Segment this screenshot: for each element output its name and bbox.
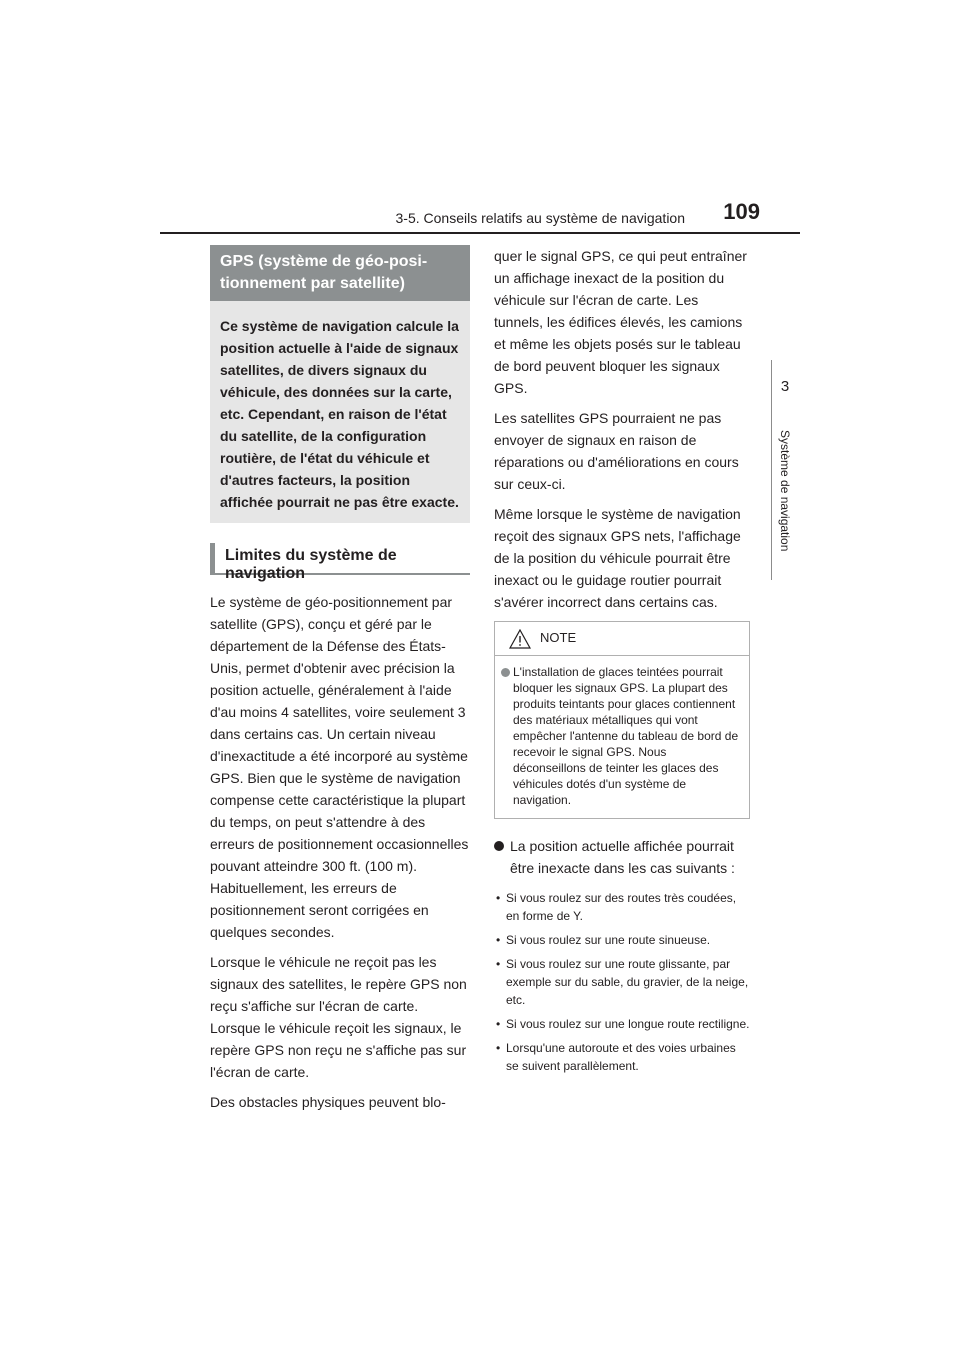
limits-paragraph-4: Les satellites GPS pourraient ne pas envoyer de signaux en raison de réparations ou d'améliorations en cours sur ceux-ci. bbox=[494, 410, 739, 492]
page-number: 109 bbox=[723, 199, 760, 224]
left-column bbox=[210, 245, 470, 1121]
warning-triangle-icon bbox=[509, 629, 531, 654]
side-tab-rule-top bbox=[771, 360, 772, 420]
limits-paragraph-5: Même lorsque le système de navigation reçoit des signaux GPS nets, l'affichage de la position du véhicule pourrait être inexact ou le guidage routier pourrait s'avérer incorrect dans certains cas. bbox=[494, 506, 741, 610]
header-rule bbox=[160, 232, 800, 234]
list-item: • Si vous roulez sur une route glissante, par exemple sur du sable, du gravier, de la neige, etc. bbox=[494, 955, 750, 1009]
chapter-label bbox=[770, 430, 800, 580]
note-box bbox=[494, 621, 750, 819]
limits-paragraph-3a: Des obstacles physiques peuvent blo- bbox=[210, 1094, 446, 1110]
note-header bbox=[495, 622, 749, 656]
gps-summary-box bbox=[210, 301, 470, 523]
gps-summary-text: Ce système de navigation calcule la position actuelle à l'aide de signaux satellites, de divers signaux du véhicule, des données sur la carte, etc. Cependant, en raison de l'état du satellite, de la configuration routière, de l'état du véhicule et d'autres facteurs, la position affichée pourrait ne pas être exacte. bbox=[220, 318, 459, 510]
gps-title-line1: GPS (système de géo-posi- bbox=[220, 253, 428, 270]
right-column bbox=[494, 245, 750, 1081]
limits-heading: Limites du système de navigation bbox=[210, 543, 470, 575]
list-item: • Si vous roulez sur une longue route rectiligne. bbox=[494, 1015, 750, 1033]
chapter-label-text: Système de navigation bbox=[778, 430, 792, 552]
limits-paragraph-1: Le système de géo-positionnement par satellite (GPS), conçu et géré par le département de la Défense des États-Unis, permet d'obtenir avec précision la position actuelle, généralement à l'aide d'au moins 4 satellites, voire seulement 3 dans certains cas. Un certain niveau d'inexactitude a été incorporé au système GPS. Bien que le système de navigation compense cette caractéristique la plupart du temps, on peut s'attendre à des erreurs de positionnement occasionnelles pouvant atteindre 300 ft. (100 m). Habituellement, les erreurs de positionnement seront corrigées en quelques secondes. bbox=[210, 594, 469, 940]
bullet-dot-icon bbox=[494, 841, 504, 851]
inaccurate-cases-list bbox=[494, 889, 750, 1075]
section-title: 3-5. Conseils relatifs au système de navigation bbox=[395, 210, 685, 226]
gps-banner bbox=[210, 245, 470, 301]
gps-title-line2: tionnement par satellite) bbox=[220, 275, 405, 292]
limits-body bbox=[210, 591, 470, 1113]
limits-paragraph-2: Lorsque le véhicule ne reçoit pas les signaux des satellites, le repère GPS non reçu s'affiche sur l'écran de carte. Lorsque le véhicule reçoit les signaux, le repère GPS non reçu ne s'affiche pas sur l'écran de carte. bbox=[210, 954, 467, 1080]
list-item: • Lorsqu'une autoroute et des voies urbaines se suivent parallèlement. bbox=[494, 1039, 750, 1075]
note-bullet-icon bbox=[501, 668, 510, 677]
inaccurate-intro bbox=[494, 835, 750, 879]
list-item: • Si vous roulez sur une route sinueuse. bbox=[494, 931, 750, 949]
limits-body-continued bbox=[494, 245, 750, 613]
limits-paragraph-3b: quer le signal GPS, ce qui peut entraîner un affichage inexact de la position du véhicule sur l'écran de carte. Les tunnels, les édifices élevés, les camions et même les objets posés sur le tableau de bord peuvent bloquer les signaux GPS. bbox=[494, 248, 747, 396]
note-text: L'installation de glaces teintées pourrait bloquer les signaux GPS. La plupart des produits teintants pour glaces contiennent des matériaux métalliques qui vont empêcher l'antenne du tableau de bord de recevoir le signal GPS. Nous déconseillons de teinter les glaces des véhicules dotés d'un système de navigation. bbox=[513, 665, 739, 807]
chapter-number: 3 bbox=[780, 378, 790, 395]
note-body bbox=[495, 656, 749, 818]
note-label: NOTE bbox=[540, 630, 577, 645]
list-item: • Si vous roulez sur des routes très coudées, en forme de Y. bbox=[494, 889, 750, 925]
inaccurate-intro-text: La position actuelle affichée pourrait être inexacte dans les cas suivants : bbox=[510, 838, 735, 876]
